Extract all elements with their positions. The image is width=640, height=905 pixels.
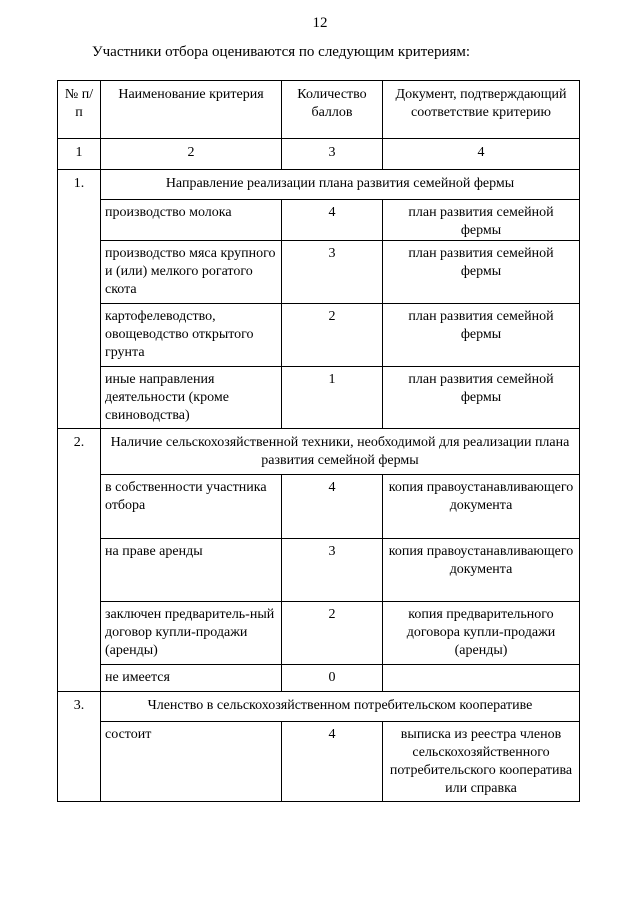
criterion-document: план развития семейной фермы [383, 200, 580, 241]
section-number: 3. [58, 692, 101, 722]
table-row [58, 304, 580, 367]
table-row [58, 602, 580, 665]
intro-text: Участники отбора оцениваются по следующим критериям: [92, 44, 471, 60]
criterion-document [383, 665, 580, 692]
section-title: Членство в сельскохозяйственном потребительском кооперативе [101, 692, 580, 722]
column-number: 2 [101, 139, 282, 170]
page-number: 12 [312, 15, 328, 31]
criterion-points: 4 [282, 200, 383, 241]
criteria-table [57, 80, 580, 802]
table-row [58, 367, 580, 429]
criterion-document: копия правоустанавливающего документа [383, 539, 580, 602]
criterion-points: 4 [282, 475, 383, 539]
table-row [58, 241, 580, 304]
criterion-document: план развития семейной фермы [383, 367, 580, 429]
column-number: 3 [282, 139, 383, 170]
criterion-document: план развития семейной фермы [383, 304, 580, 367]
criterion-points: 3 [282, 241, 383, 304]
section-title: Наличие сельскохозяйственной техники, необходимой для реализации плана развития семейной фермы [101, 429, 580, 475]
table-row [58, 665, 580, 692]
section-row [58, 170, 580, 200]
section-number: 1. [58, 170, 101, 200]
criterion-name: производство молока [101, 200, 282, 241]
criterion-points: 4 [282, 722, 383, 802]
column-numbers-row [58, 139, 580, 170]
table-header-row [58, 81, 580, 139]
column-number: 4 [383, 139, 580, 170]
criterion-name: иные направления деятельности (кроме свиноводства) [101, 367, 282, 429]
criterion-points: 2 [282, 304, 383, 367]
column-number: 1 [58, 139, 101, 170]
criterion-document: копия предварительного договора купли-продажи (аренды) [383, 602, 580, 665]
criterion-points: 3 [282, 539, 383, 602]
criterion-name: заключен предваритель-ный договор купли-продажи (аренды) [101, 602, 282, 665]
header-number: № п/п [58, 81, 101, 139]
table-row [58, 539, 580, 602]
header-points: Количество баллов [282, 81, 383, 139]
criterion-name: в собственности участника отбора [101, 475, 282, 539]
table-row [58, 722, 580, 802]
criterion-document: выписка из реестра членов сельскохозяйственного потребительского кооператива или справка [383, 722, 580, 802]
criterion-document: план развития семейной фермы [383, 241, 580, 304]
section-number: 2. [58, 429, 101, 475]
criterion-points: 1 [282, 367, 383, 429]
table-row [58, 200, 580, 241]
criterion-points: 2 [282, 602, 383, 665]
header-document: Документ, подтверждающий соответствие критерию [383, 81, 580, 139]
section-row [58, 429, 580, 475]
criterion-name: картофелеводство, овощеводство открытого грунта [101, 304, 282, 367]
criterion-name: на праве аренды [101, 539, 282, 602]
section-row [58, 692, 580, 722]
criterion-name: состоит [101, 722, 282, 802]
criterion-points: 0 [282, 665, 383, 692]
criterion-name: производство мяса крупного и (или) мелкого рогатого скота [101, 241, 282, 304]
table-row [58, 475, 580, 539]
criterion-document: копия правоустанавливающего документа [383, 475, 580, 539]
header-criterion-name: Наименование критерия [101, 81, 282, 139]
criterion-name: не имеется [101, 665, 282, 692]
section-title: Направление реализации плана развития семейной фермы [101, 170, 580, 200]
